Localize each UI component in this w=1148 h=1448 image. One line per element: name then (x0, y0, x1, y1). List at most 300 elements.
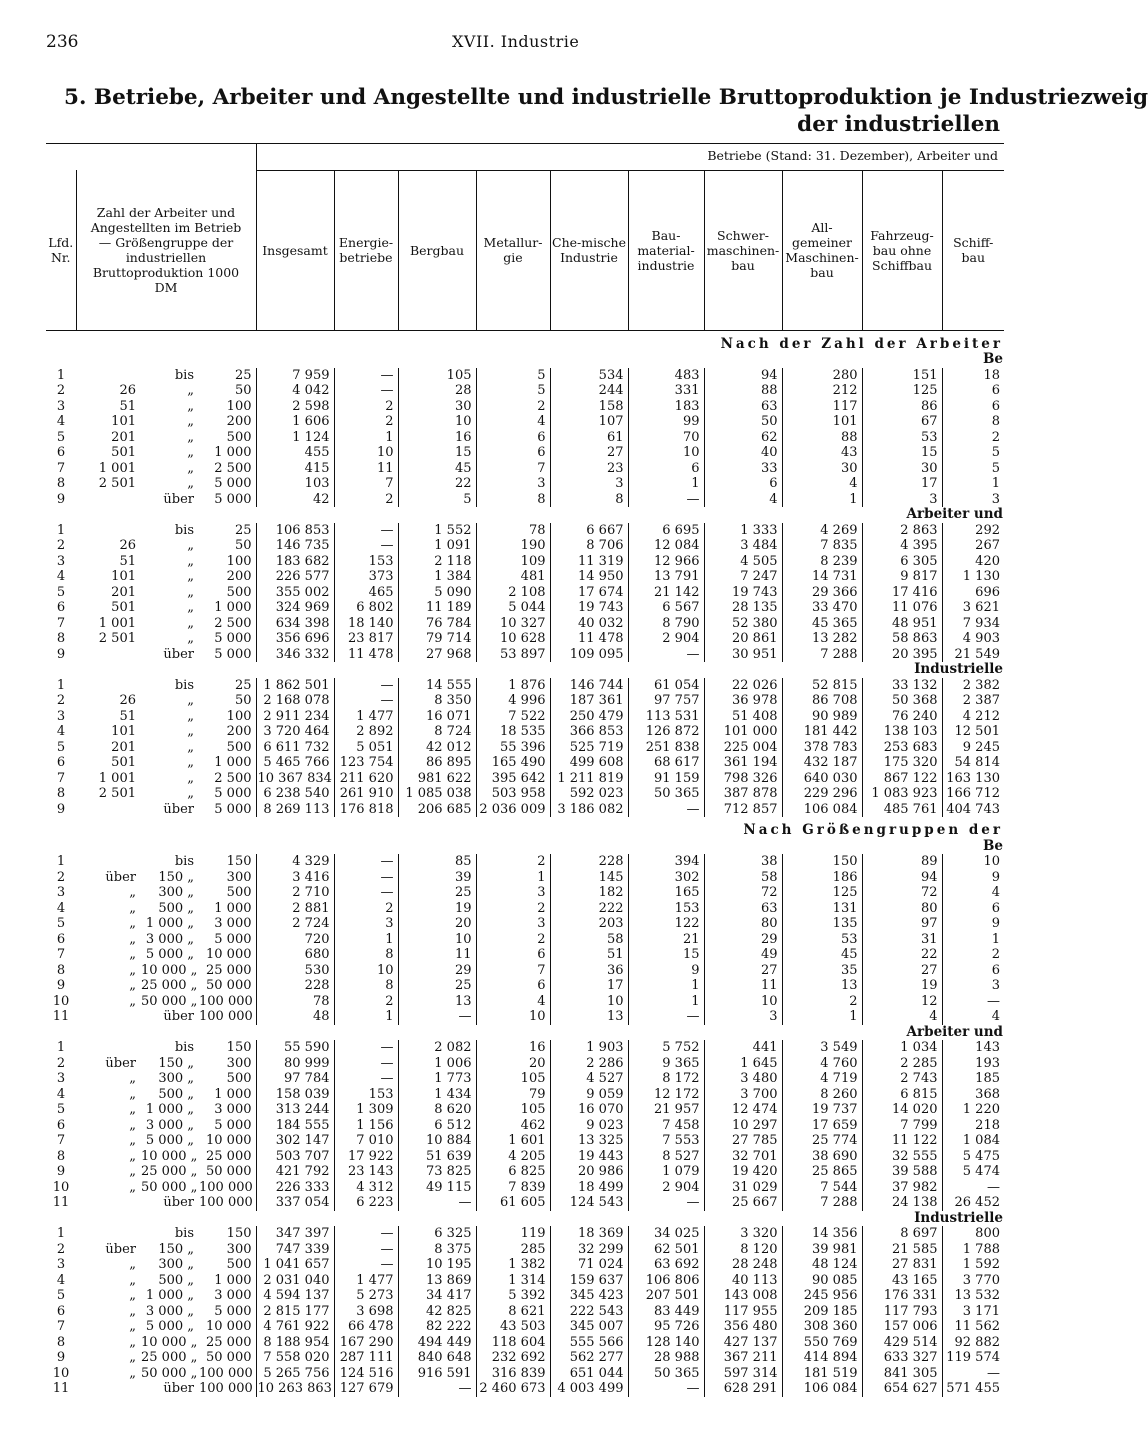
value-cell: 432 187 (782, 755, 862, 771)
value-cell: 21 549 (942, 647, 1004, 663)
range-to: 50 000 (206, 1350, 252, 1365)
value-cell: 229 296 (782, 786, 862, 802)
value-cell: 2 892 (334, 724, 398, 740)
value-cell: 38 (704, 854, 782, 870)
value-cell: 680 (256, 947, 334, 963)
value-cell: — (942, 994, 1004, 1010)
row-number: 5 (56, 584, 66, 600)
range-sep: 10 000 „ (141, 1334, 198, 1350)
value-cell: 462 (476, 1118, 550, 1134)
col-allgemeiner-maschinenbau: All-gemeiner Maschinen-bau (782, 170, 862, 330)
value-cell: 15 (862, 445, 942, 461)
range-to: 200 (226, 414, 252, 429)
range-from (76, 523, 140, 539)
value-cell: 1 (942, 932, 1004, 948)
range-sep: 3 000 „ (145, 931, 194, 947)
value-cell: 49 (704, 947, 782, 963)
range-sep: „ (187, 538, 194, 553)
value-cell: 86 708 (782, 693, 862, 709)
range-to: 100 000 (199, 993, 253, 1009)
range-sep: „ (187, 383, 194, 398)
value-cell: 94 (862, 870, 942, 886)
value-cell: 167 290 (334, 1335, 398, 1351)
value-cell: 3 (334, 916, 398, 932)
range-from (76, 1381, 140, 1397)
value-cell: 4 205 (476, 1149, 550, 1165)
value-cell: 119 (476, 1226, 550, 1242)
row-number: 5 (56, 739, 66, 755)
value-cell: 8 (942, 414, 1004, 430)
value-cell: 76 784 (398, 616, 476, 632)
value-cell: — (334, 1257, 398, 1273)
value-cell: 88 (704, 383, 782, 399)
value-cell: 18 535 (476, 724, 550, 740)
value-cell: 5 752 (628, 1040, 704, 1056)
value-cell: 62 501 (628, 1242, 704, 1258)
value-cell: 8 527 (628, 1149, 704, 1165)
value-cell: 2 (782, 994, 862, 1010)
value-cell: 34 025 (628, 1226, 704, 1242)
value-cell: 90 085 (782, 1273, 862, 1289)
value-cell: 1 034 (862, 1040, 942, 1056)
value-cell: 1 (782, 492, 862, 508)
table-row (46, 1071, 1004, 1087)
value-cell: 19 743 (550, 600, 628, 616)
range-from: „ (129, 993, 136, 1009)
value-cell: 182 (550, 885, 628, 901)
range-from: „ (129, 1334, 136, 1350)
value-cell: — (334, 693, 398, 709)
value-cell: — (942, 1180, 1004, 1196)
value-cell: 153 (334, 554, 398, 570)
range-to: 1 000 (214, 600, 252, 615)
statistics-table (46, 143, 1004, 1397)
value-cell: 13 869 (398, 1273, 476, 1289)
range-to: 500 (226, 1071, 252, 1086)
value-cell: 747 339 (256, 1242, 334, 1258)
value-cell: 50 365 (628, 786, 704, 802)
value-cell: 10 (704, 994, 782, 1010)
value-cell: 366 853 (550, 724, 628, 740)
value-cell: 117 793 (862, 1304, 942, 1320)
value-cell: 640 030 (782, 771, 862, 787)
value-cell: 88 (782, 430, 862, 446)
range-from: 26 (119, 538, 136, 553)
value-cell: 285 (476, 1242, 550, 1258)
value-cell: 1 079 (628, 1164, 704, 1180)
value-cell: 27 (862, 963, 942, 979)
value-cell: 62 (704, 430, 782, 446)
value-cell: 302 147 (256, 1133, 334, 1149)
value-cell: 7 799 (862, 1118, 942, 1134)
value-cell: 17 (550, 978, 628, 994)
value-cell: 90 989 (782, 709, 862, 725)
range-to: 300 (226, 869, 252, 885)
row-number: 11 (52, 1381, 70, 1396)
value-cell: 124 543 (550, 1195, 628, 1211)
value-cell: — (334, 538, 398, 554)
range-from (76, 678, 140, 694)
range-to: 10 000 (206, 1319, 252, 1334)
value-cell: 25 865 (782, 1164, 862, 1180)
value-cell: 1 006 (398, 1056, 476, 1072)
value-cell: 33 (704, 461, 782, 477)
value-cell: — (334, 1242, 398, 1258)
row-number: 9 (56, 1350, 66, 1365)
range-from (76, 802, 140, 818)
row-number: 7 (56, 460, 66, 476)
value-cell: 7 835 (782, 538, 862, 554)
value-cell: 10 297 (704, 1118, 782, 1134)
value-cell: 387 878 (704, 786, 782, 802)
value-cell: 9 (942, 870, 1004, 886)
value-cell: 981 622 (398, 771, 476, 787)
value-cell: 27 968 (398, 647, 476, 663)
range-sep: 500 „ (158, 1272, 194, 1288)
value-cell: 1 903 (550, 1040, 628, 1056)
table-row (46, 538, 1004, 554)
range-from: „ (129, 1350, 136, 1365)
range-to: 150 (226, 854, 252, 869)
value-cell: 4 (942, 885, 1004, 901)
range-to: 500 (226, 1257, 252, 1272)
table-row (46, 978, 1004, 994)
range-sep: „ (187, 755, 194, 770)
value-cell: 1 606 (256, 414, 334, 430)
value-cell: 12 966 (628, 554, 704, 570)
value-cell: 2 (334, 901, 398, 917)
range-to: 500 (226, 885, 252, 900)
value-cell: 6 (942, 901, 1004, 917)
row-number: 8 (56, 1148, 66, 1164)
value-cell: 225 004 (704, 740, 782, 756)
range-sep: 5 000 „ (145, 1133, 194, 1148)
value-cell: 92 882 (942, 1335, 1004, 1351)
value-cell: 135 (782, 916, 862, 932)
value-cell: 203 (550, 916, 628, 932)
value-cell: 1 788 (942, 1242, 1004, 1258)
col-schwermaschinenbau: Schwer-maschinen-bau (704, 170, 782, 330)
value-cell: 105 (476, 1102, 550, 1118)
value-cell: 37 982 (862, 1180, 942, 1196)
table-row (46, 1180, 1004, 1196)
value-cell: 17 (862, 476, 942, 492)
value-cell: 481 (476, 569, 550, 585)
table-row (46, 854, 1004, 870)
value-cell: 36 978 (704, 693, 782, 709)
value-cell: 324 969 (256, 600, 334, 616)
col-insgesamt: Insgesamt (256, 170, 334, 330)
range-sep: 500 „ (158, 900, 194, 916)
value-cell: 45 (782, 947, 862, 963)
range-to: 5 000 (214, 476, 252, 491)
value-cell: 82 222 (398, 1319, 476, 1335)
value-cell: 420 (942, 554, 1004, 570)
value-cell: 1 (942, 476, 1004, 492)
value-cell: 6 512 (398, 1118, 476, 1134)
value-cell: 16 071 (398, 709, 476, 725)
table-row (46, 1149, 1004, 1165)
value-cell: 2 (476, 932, 550, 948)
value-cell: 4 003 499 (550, 1381, 628, 1397)
value-cell: 2 815 177 (256, 1304, 334, 1320)
row-number: 6 (56, 600, 66, 615)
table-row (46, 963, 1004, 979)
value-cell: 54 814 (942, 755, 1004, 771)
block-label: Be (983, 837, 1003, 854)
row-number: 7 (56, 947, 66, 962)
value-cell: 3 700 (704, 1087, 782, 1103)
value-cell: 378 783 (782, 740, 862, 756)
value-cell: 143 (942, 1040, 1004, 1056)
range-sep: bis (174, 1226, 194, 1241)
range-sep: „ (187, 724, 194, 739)
range-to: 50 (234, 383, 252, 398)
range-to: 50 (234, 693, 252, 708)
range-sep: über (163, 646, 194, 662)
block-label-row (46, 662, 1004, 678)
range-from: 51 (119, 553, 136, 569)
row-number: 10 (52, 1365, 70, 1381)
value-cell: — (942, 1366, 1004, 1382)
row-number: 3 (56, 1071, 66, 1086)
value-cell: 1 314 (476, 1273, 550, 1289)
range-sep: 1 000 „ (145, 1288, 194, 1303)
value-cell: 183 682 (256, 554, 334, 570)
value-cell: 13 325 (550, 1133, 628, 1149)
value-cell: 16 (476, 1040, 550, 1056)
value-cell: 20 (476, 1056, 550, 1072)
value-cell: 9 023 (550, 1118, 628, 1134)
value-cell: 22 026 (704, 678, 782, 694)
table-subheader: Betriebe (Stand: 31. Dezember), Arbeiter und (256, 144, 1004, 170)
value-cell: 2 285 (862, 1056, 942, 1072)
value-cell: 8 706 (550, 538, 628, 554)
range-from: „ (129, 1164, 136, 1179)
table-row (46, 1195, 1004, 1211)
value-cell: 10 (942, 854, 1004, 870)
value-cell: 6 238 540 (256, 786, 334, 802)
value-cell: 7 (476, 963, 550, 979)
range-to: 1 000 (214, 900, 252, 916)
value-cell: 222 (550, 901, 628, 917)
block-label: Industrielle (914, 1209, 1003, 1226)
value-cell: 27 785 (704, 1133, 782, 1149)
range-to: 25 (234, 677, 252, 693)
range-from: „ (129, 885, 136, 900)
value-cell: 6 695 (628, 523, 704, 539)
page-number: 236 (46, 32, 79, 52)
value-cell: — (334, 368, 398, 384)
value-cell: 18 140 (334, 616, 398, 632)
value-cell: 1 645 (704, 1056, 782, 1072)
range-from: 1 001 (98, 615, 136, 631)
value-cell: 250 479 (550, 709, 628, 725)
row-number: 2 (56, 869, 66, 885)
value-cell: 10 (398, 414, 476, 430)
value-cell: 9 059 (550, 1087, 628, 1103)
value-cell: 32 701 (704, 1149, 782, 1165)
value-cell: 232 692 (476, 1350, 550, 1366)
table-row (46, 445, 1004, 461)
row-number: 1 (56, 1040, 66, 1055)
value-cell: 5 265 756 (256, 1366, 334, 1382)
table-row (46, 585, 1004, 601)
table-row (46, 492, 1004, 508)
value-cell: 159 637 (550, 1273, 628, 1289)
table-row (46, 1242, 1004, 1258)
value-cell: 10 195 (398, 1257, 476, 1273)
value-cell: 316 839 (476, 1366, 550, 1382)
value-cell: 58 (550, 932, 628, 948)
value-cell: 19 737 (782, 1102, 862, 1118)
value-cell: 1 091 (398, 538, 476, 554)
value-cell: 30 (398, 399, 476, 415)
range-to: 300 (226, 1055, 252, 1071)
value-cell: 427 137 (704, 1335, 782, 1351)
value-cell: 117 (782, 399, 862, 415)
range-from: „ (129, 1086, 136, 1102)
value-cell: 8 375 (398, 1242, 476, 1258)
value-cell: 261 910 (334, 786, 398, 802)
value-cell: 43 165 (862, 1273, 942, 1289)
range-from: 51 (119, 398, 136, 414)
value-cell: 798 326 (704, 771, 782, 787)
value-cell: 3 484 (704, 538, 782, 554)
value-cell: 9 245 (942, 740, 1004, 756)
value-cell: 331 (628, 383, 704, 399)
value-cell: 50 365 (628, 1366, 704, 1382)
value-cell: 211 620 (334, 771, 398, 787)
value-cell: 101 (782, 414, 862, 430)
value-cell: 48 (256, 1009, 334, 1025)
value-cell: 91 159 (628, 771, 704, 787)
range-sep: 50 000 „ (141, 1365, 198, 1381)
value-cell: 720 (256, 932, 334, 948)
col-chemische-industrie: Che-mische Industrie (550, 170, 628, 330)
range-sep: 25 000 „ (141, 1164, 198, 1179)
value-cell: 1 309 (334, 1102, 398, 1118)
range-sep: 300 „ (158, 1257, 194, 1272)
value-cell: 35 (782, 963, 862, 979)
value-cell: 4 312 (334, 1180, 398, 1196)
value-cell: 123 754 (334, 755, 398, 771)
value-cell: 3 698 (334, 1304, 398, 1320)
value-cell: 11 319 (550, 554, 628, 570)
value-cell: — (398, 1195, 476, 1211)
value-cell: 30 951 (704, 647, 782, 663)
value-cell: 94 (704, 368, 782, 384)
value-cell: 66 478 (334, 1319, 398, 1335)
range-sep: 1 000 „ (145, 1102, 194, 1117)
value-cell: 654 627 (862, 1381, 942, 1397)
value-cell: 17 659 (782, 1118, 862, 1134)
value-cell: 6 611 732 (256, 740, 334, 756)
value-cell: 2 911 234 (256, 709, 334, 725)
value-cell: 39 (398, 870, 476, 886)
row-number: 1 (56, 677, 66, 693)
value-cell: 1 083 923 (862, 786, 942, 802)
value-cell: 101 000 (704, 724, 782, 740)
range-from: 1 001 (98, 770, 136, 786)
value-cell: 2 387 (942, 693, 1004, 709)
value-cell: 19 (862, 978, 942, 994)
row-number: 4 (56, 1086, 66, 1102)
range-sep: über (163, 491, 194, 507)
range-to: 1 000 (214, 755, 252, 770)
value-cell: 193 (942, 1056, 1004, 1072)
col-bergbau: Bergbau (398, 170, 476, 330)
value-cell: — (334, 1040, 398, 1056)
value-cell: 99 (628, 414, 704, 430)
value-cell: 455 (256, 445, 334, 461)
value-cell: 151 (862, 368, 942, 384)
value-cell: 21 585 (862, 1242, 942, 1258)
value-cell: 5 044 (476, 600, 550, 616)
value-cell: 9 365 (628, 1056, 704, 1072)
range-sep: „ (187, 584, 194, 600)
value-cell: 157 006 (862, 1319, 942, 1335)
col-energiebetriebe: Energie-betriebe (334, 170, 398, 330)
range-from: 501 (111, 445, 136, 460)
value-cell: 79 (476, 1087, 550, 1103)
value-cell: 8 269 113 (256, 802, 334, 818)
value-cell: 11 478 (550, 631, 628, 647)
value-cell: 228 (256, 978, 334, 994)
range-sep: 300 „ (158, 885, 194, 900)
value-cell: 40 032 (550, 616, 628, 632)
value-cell: 166 712 (942, 786, 1004, 802)
row-number: 4 (56, 1272, 66, 1288)
value-cell: 212 (782, 383, 862, 399)
range-to: 2 500 (214, 615, 252, 631)
value-cell: 14 555 (398, 678, 476, 694)
value-cell: 52 380 (704, 616, 782, 632)
value-cell: 6 (476, 445, 550, 461)
value-cell: 302 (628, 870, 704, 886)
value-cell: 76 240 (862, 709, 942, 725)
value-cell: 83 449 (628, 1304, 704, 1320)
value-cell: 109 095 (550, 647, 628, 663)
range-from: „ (129, 1257, 136, 1272)
value-cell: 2 (334, 399, 398, 415)
value-cell: 97 (862, 916, 942, 932)
value-cell: 287 111 (334, 1350, 398, 1366)
row-number: 2 (56, 538, 66, 553)
value-cell: 2 (476, 399, 550, 415)
range-sep: über (163, 1381, 194, 1396)
value-cell: 11 (704, 978, 782, 994)
value-cell: 11 562 (942, 1319, 1004, 1335)
value-cell: 13 (782, 978, 862, 994)
range-sep: 50 000 „ (141, 993, 198, 1009)
value-cell: 128 140 (628, 1335, 704, 1351)
value-cell: 5 (476, 368, 550, 384)
value-cell: 80 (862, 901, 942, 917)
value-cell: 634 398 (256, 616, 334, 632)
value-cell: 10 327 (476, 616, 550, 632)
value-cell: 24 138 (862, 1195, 942, 1211)
value-cell: 10 (398, 932, 476, 948)
value-cell: 6 (476, 978, 550, 994)
table-row (46, 709, 1004, 725)
row-number: 9 (56, 1164, 66, 1179)
range-to: 100 000 (199, 1009, 253, 1024)
value-cell: 5 (398, 492, 476, 508)
value-cell: 51 (550, 947, 628, 963)
value-cell: 1 211 819 (550, 771, 628, 787)
range-sep: „ (187, 631, 194, 646)
